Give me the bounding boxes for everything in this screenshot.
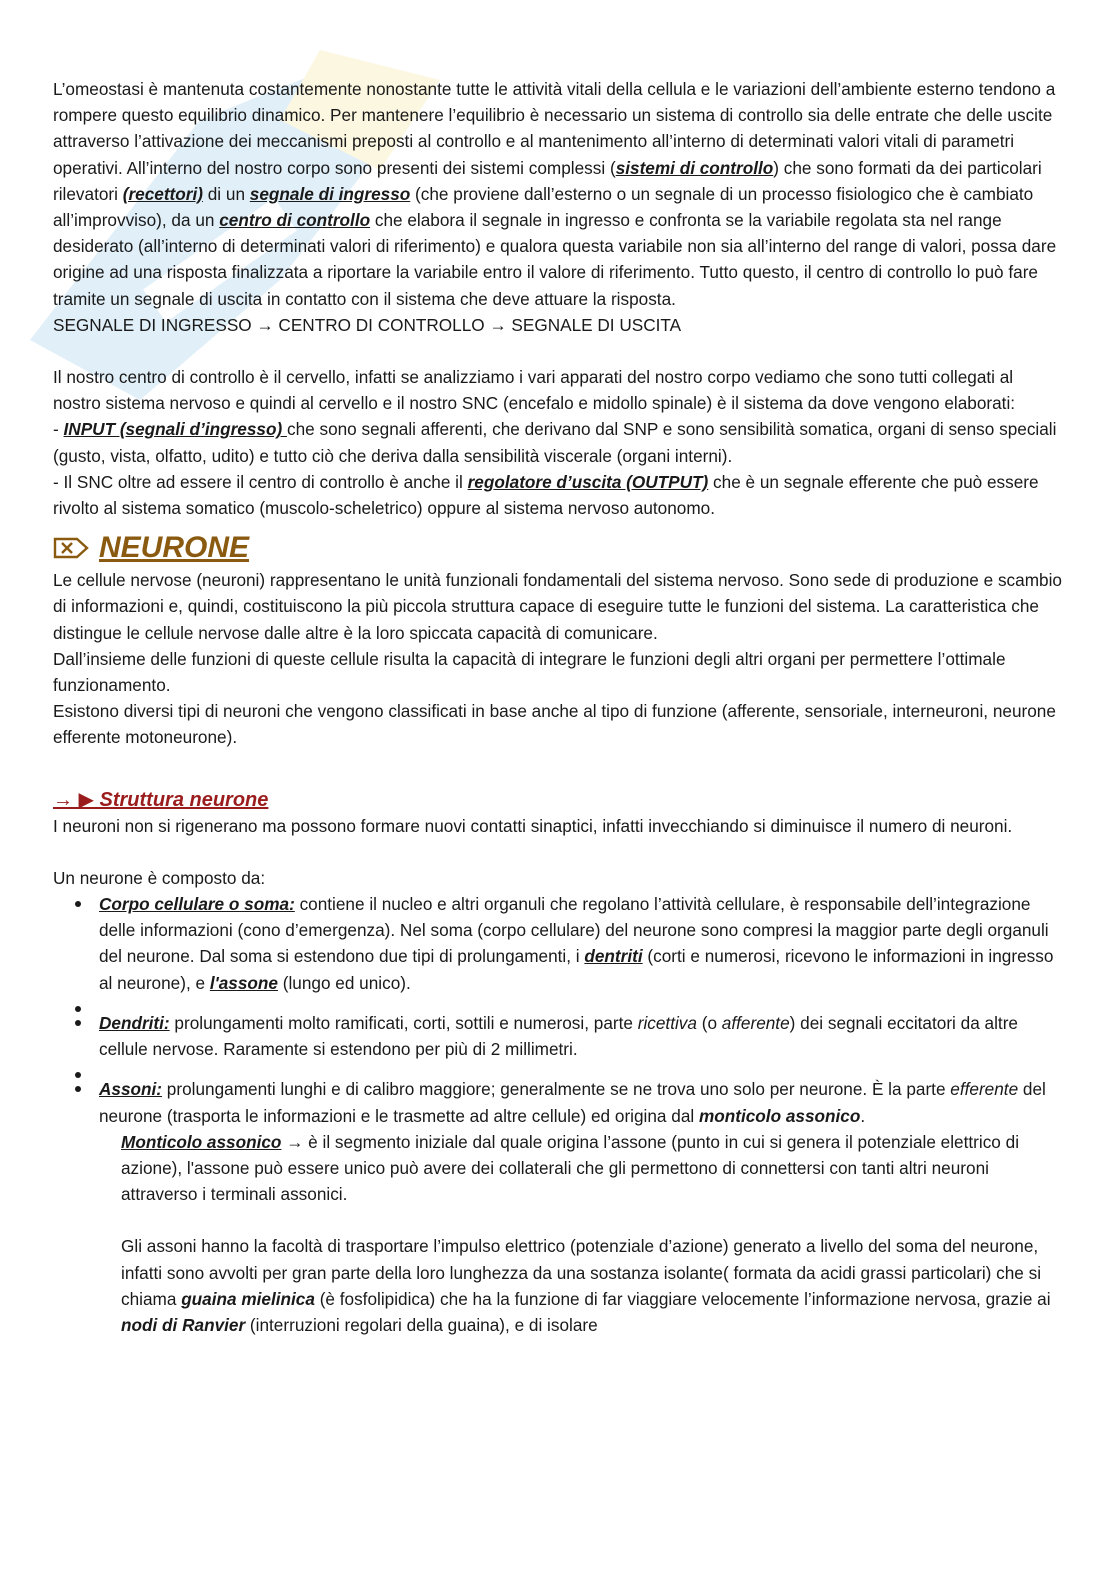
- input-line: - INPUT (segnali d’ingresso) che sono segnali afferenti, che derivano dal SNP e sono sensibilità somatica, organi di senso speciali (gusto, vista, olfatto, udito) e tutto ciò che deriva dalla sensibilità viscerale (organi interni).: [53, 419, 1057, 466]
- neurone-paragraph-1: Le cellule nervose (neuroni) rappresentano le unità funzionali fondamentali del sistema nervoso. Sono sede di produzione e scambio di informazioni e, quindi, costituiscono la più piccola struttura capace di eseguire tutte le funzioni del sistema. La caratteristica che distingue le cellule nervose dalle altre è la loro spiccata capacità di comunicare.: [53, 570, 1062, 643]
- list-item-dendriti: Dendriti: prolungamenti molto ramificati, corti, sottili e numerosi, parte ricettiva (o afferente) dei segnali eccitatori da altre cellule nervose. Raramente si estendono per più di 2 millimetri.: [99, 1010, 1063, 1062]
- term-corpo-cellulare: Corpo cellulare o soma:: [99, 894, 295, 915]
- output-line: - Il SNC oltre ad essere il centro di controllo è anche il regolatore d’uscita (OUTPUT) che è un segnale efferente che può essere rivolto al sistema somatico (muscolo-scheletrico) oppure al sistema nervoso autonomo.: [53, 471, 1039, 519]
- flow-line: SEGNALE DI INGRESSO → CENTRO DI CONTROLLO → SEGNALE DI USCITA: [53, 314, 682, 335]
- term-input: INPUT (segnali d’ingresso): [63, 419, 287, 440]
- term-sistemi-di-controllo: sistemi di controllo: [615, 157, 774, 178]
- struttura-paragraph: I neuroni non si rigenerano ma possono formare nuovi contatti sinaptici, infatti invecchiando si diminuisce il numero di neuroni.: [53, 815, 1013, 836]
- term-dendriti: Dendriti:: [99, 1012, 170, 1033]
- term-output: regolatore d’uscita (OUTPUT): [467, 471, 709, 492]
- list-spacer: [99, 1062, 1063, 1076]
- term-assone: l'assone: [209, 972, 278, 993]
- assoni-paragraph: Gli assoni hanno la facoltà di trasportare l’impulso elettrico (potenziale d’azione) generato a livello del soma del neurone, infatti sono avvolti per gran parte della loro lunghezza da una sostanza isolante( formata da acidi grassi particolari) che si chiama guaina mielinica (è fosfolipidica) che ha la funzione di far viaggiare velocemente l’informazione nervosa, grazie ai nodi di Ranvier (interruzioni regolari della guaina), e di isolare: [121, 1236, 1051, 1335]
- composition-intro: Un neurone è composto da:: [53, 867, 266, 888]
- subheading-struttura-neurone: → ▶ Struttura neurone: [53, 788, 269, 811]
- term-segnale-di-ingresso: segnale di ingresso: [249, 183, 411, 204]
- neurone-paragraph-3: Esistono diversi tipi di neuroni che vengono classificati in base anche al tipo di funzione (afferente, sensoriale, interneuroni, neurone efferente motoneurone).: [53, 701, 1056, 748]
- monticolo-paragraph: Monticolo assonico → è il segmento iniziale dal quale origina l’assone (punto in cui si genera il potenziale elettrico di azione), l'assone può essere unico può avere dei collaterali che gli permettono di connettersi con tanti altri neuroni attraverso i terminali assonici.: [121, 1131, 1020, 1205]
- list-spacer: [99, 996, 1063, 1010]
- list-item-soma: Corpo cellulare o soma: contiene il nucleo e altri organuli che regolano l’attività cellulare, è responsabile dell’integrazione delle informazioni (cono d’emergenza). Nel soma (corpo cellulare) del neurone sono compresi la maggior parte degli organuli del neurone. Dal soma si estendono due tipi di prolungamenti, i dentriti (corti e numerosi, ricevono le informazioni in ingresso al neurone), e l'assone (lungo ed unico).: [99, 891, 1063, 996]
- term-guaina-mielinica: guaina mielinica: [181, 1288, 315, 1309]
- term-assoni: Assoni:: [99, 1079, 163, 1100]
- neurone-title: NEURONE: [99, 531, 250, 565]
- control-center-paragraph: Il nostro centro di controllo è il cervello, infatti se analizziamo i vari apparati del nostro corpo vediamo che sono tutti collegati al nostro sistema nervoso e quindi al cervello e il nostro SNC (encefalo e midollo spinale) è il sistema da dove vengono elaborati:: [53, 367, 1016, 414]
- term-recettori: (recettori): [122, 183, 203, 204]
- document-page: [53, 76, 1063, 1338]
- term-monticolo-assonico: monticolo assonico: [698, 1105, 861, 1126]
- list-item-assoni: Assoni: prolungamenti lunghi e di calibro maggiore; generalmente se ne trova uno solo per neurone. È la parte efferente del neurone (trasporta le informazioni e le trasmette ad altre cellule) ed origina dal monticolo assonico. Monticolo assonico → è il segmento iniziale dal quale origina l’assone (punto in cui si genera il potenziale elettrico di azione), l'assone può essere unico può avere dei collaterali che gli permettono di connettersi con tanti altri neuroni attraverso i terminali assonici. Gli assoni hanno la facoltà di trasportare l’impulso elettrico (potenziale d’azione) generato a livello del soma del neurone, infatti sono avvolti per gran parte della loro lunghezza da una sostanza isolante( formata da acidi grassi particolari) che si chiama guaina mielinica (è fosfolipidica) che ha la funzione di far viaggiare velocemente l’informazione nervosa, grazie ai nodi di Ranvier (interruzioni regolari della guaina), e di isolare: [99, 1076, 1063, 1338]
- intro-paragraph: L’omeostasi è mantenuta costantemente nonostante tutte le attività vitali della cellula e le variazioni dell’ambiente esterno tendono a rompere questo equilibrio dinamico. Per mantenere l’equilibrio è necessario un sistema di controllo sia delle entrate che delle uscite attraverso l’attivazione dei meccanismi preposti al controllo e al mantenimento all’interno di determinati valori vitali di parametri operativi. All’interno del nostro corpo sono presenti dei sistemi complessi (sistemi di controllo) che sono formati da dei particolari rilevatori (recettori) di un segnale di ingresso (che proviene dall’esterno o un segnale di un processo fisiologico che è cambiato all’improvviso), da un centro di controllo che elabora il segnale in ingresso e confronta se la variabile regolata sta nel range desiderato (all’interno di determinati valori di riferimento) e qualora questa variabile non sia all’interno del range di valori, possa dare origine ad una risposta finalizzata a riportare la variabile entro il valore di riferimento. Tutto questo, il centro di controllo lo può fare tramite un segnale di uscita in contatto con il sistema che deve attuare la risposta.: [53, 79, 1057, 309]
- term-nodi-di-ranvier: nodi di Ranvier: [121, 1314, 246, 1335]
- term-centro-di-controllo: centro di controllo: [219, 210, 371, 231]
- neurone-paragraph-2: Dall’insieme delle funzioni di queste cellule risulta la capacità di integrare le funzioni degli altri organi per permettere l’ottimale funzionamento.: [53, 648, 1006, 696]
- tag-x-icon: [53, 536, 89, 560]
- term-dentriti: dentriti: [584, 946, 643, 967]
- section-heading-neurone: [53, 529, 1063, 567]
- neuron-parts-list: [53, 891, 1063, 1338]
